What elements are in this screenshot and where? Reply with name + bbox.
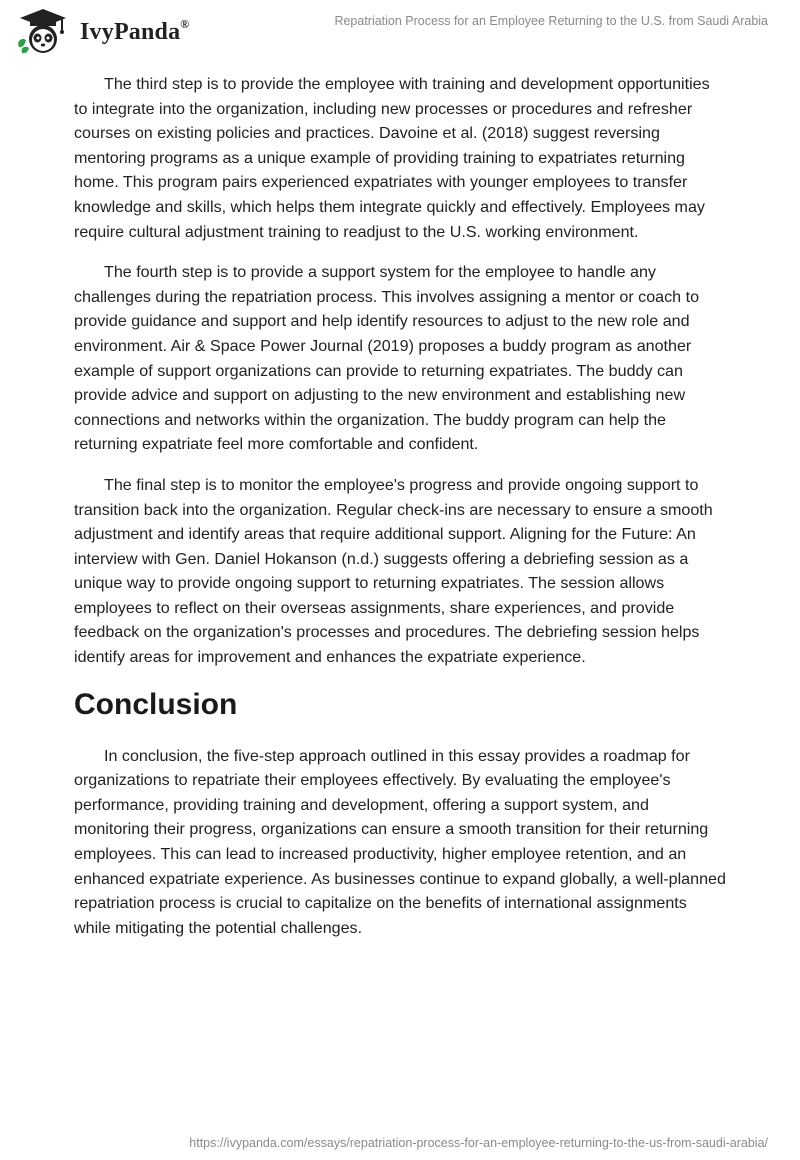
paragraph-final-step: The final step is to monitor the employee's progress and provide ongoing support to transition back into the organization. Regular check-ins are necessary to ensure a smooth adjustment and identify areas that require additional support. Aligning for the Future: An interview with Gen. Daniel Hokanson (n.d.) suggests offering a debriefing session as a unique way to provide ongoing support to returning expatriates. The session allows employees to reflect on their overseas assignments, share experiences, and provide feedback on the organization's processes and procedures. The debriefing session helps identify areas for improvement and enhances the expatriate experience. (74, 475, 713, 667)
running-title: Repatriation Process for an Employee Returning to the U.S. from Saudi Arabia (334, 14, 768, 28)
paragraph-conclusion: In conclusion, the five-step approach outlined in this essay provides a roadmap for organizations to repatriate their employees effectively. By evaluating the employee's performance, providing training and development, offering a support system, and monitoring their progress, organizations can ensure a smooth transition for their returning employees. This can lead to increased productivity, higher employee retention, and an enhanced expatriate experience. As businesses continue to expand globally, a well-planned repatriation process is crucial to capitalize on the benefits of international assignments while mitigating the potential challenges. (74, 746, 726, 937)
conclusion-heading: Conclusion (74, 687, 238, 721)
panda-graduate-icon (16, 7, 70, 55)
source-url[interactable]: https://ivypanda.com/essays/repatriation-process-for-an-employee-returning-to-the-us-from-saudi-arabia/ (189, 1136, 768, 1150)
brand-wordmark (80, 19, 189, 46)
paragraph-fourth-step: The fourth step is to provide a support system for the employee to handle any challenges during the repatriation process. This involves assigning a mentor or coach to provide guidance and support and help identify resources to adjust to the new role and environment. Air & Space Power Journal (2019) proposes a buddy program as another example of support organizations can provide to returning expatriates. The buddy can provide advice and support on adjusting to the new environment and establishing new connections and networks within the organization. The buddy program can help the returning expatriate feel more comfortable and confident. (74, 263, 700, 454)
registered-mark: ® (180, 17, 190, 31)
essay-body (74, 72, 726, 956)
paragraph-third-step: The third step is to provide the employee with training and development opportunities to integrate into the organization, including new processes or procedures and refresher courses on existing policies and practices. Davoine et al. (2018) suggest reversing mentoring programs as a unique example of providing training to expatriates returning home. This program pairs experienced expatriates with younger employees to transfer knowledge and skills, which helps them integrate quickly and effectively. Employees may require cultural adjustment training to readjust to the U.S. working environment. (74, 75, 710, 241)
brand-name: IvyPanda (80, 19, 181, 45)
page-header (0, 0, 800, 60)
ivypanda-logo[interactable] (16, 7, 216, 59)
